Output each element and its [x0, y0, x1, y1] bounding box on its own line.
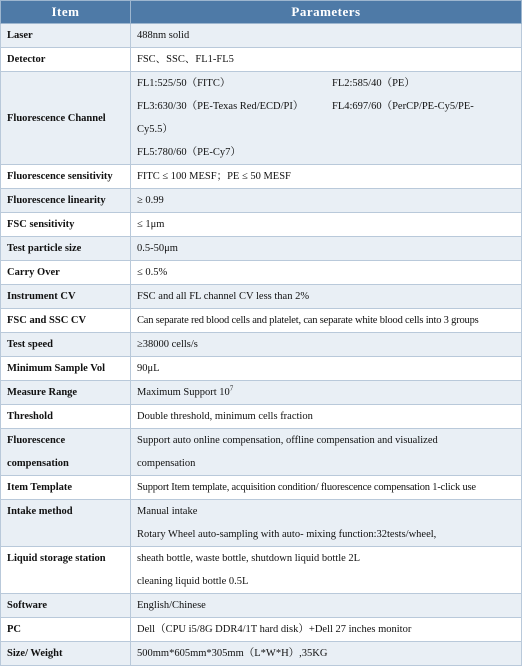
- row-value: 0.5-50μm: [131, 237, 522, 261]
- row-value: FSC and all FL channel CV less than 2%: [131, 285, 522, 309]
- row-value: 500mm*605mm*305mm（L*W*H）,35KG: [131, 642, 522, 666]
- row-item-line: compensation: [7, 458, 69, 469]
- row-value: Support Item template, acquisition condition/ fluorescence compensation 1-click use: [131, 476, 522, 500]
- table-row: [1, 642, 522, 666]
- row-value: [131, 381, 522, 405]
- row-value: FITC ≤ 100 MESF；PE ≤ 50 MESF: [131, 165, 522, 189]
- row-item: Fluorescence Channel: [1, 72, 131, 165]
- measure-range-text: Maximum Support 10: [137, 387, 230, 398]
- row-item: Measure Range: [1, 381, 131, 405]
- row-value: ≤ 1μm: [131, 213, 522, 237]
- row-value: [131, 429, 522, 476]
- row-item: Test speed: [1, 333, 131, 357]
- row-item: Size/ Weight: [1, 642, 131, 666]
- channel-fl3: FL3:630/30（PE-Texas Red/ECD/PI）: [137, 101, 304, 112]
- row-item: Minimum Sample Vol: [1, 357, 131, 381]
- row-value-line: Rotary Wheel auto-sampling with auto- mixing function:32tests/wheel,: [137, 529, 437, 540]
- table-row: [1, 547, 522, 594]
- table-row: [1, 594, 522, 618]
- row-item: FSC and SSC CV: [1, 309, 131, 333]
- table-row: [1, 72, 522, 165]
- row-value: Dell（CPU i5/8G DDR4/1T hard disk）+Dell 27 inches monitor: [131, 618, 522, 642]
- row-item: Threshold: [1, 405, 131, 429]
- row-item: Carry Over: [1, 261, 131, 285]
- row-value: ≤ 0.5%: [131, 261, 522, 285]
- channel-line: [137, 95, 521, 118]
- row-value: [131, 72, 522, 165]
- table-row: [1, 618, 522, 642]
- row-item: Fluorescence sensitivity: [1, 165, 131, 189]
- table-header-row: [1, 1, 522, 24]
- row-item: FSC sensitivity: [1, 213, 131, 237]
- channel-fl4-cont: Cy5.5）: [137, 124, 173, 135]
- table-row: [1, 213, 522, 237]
- table-row: [1, 285, 522, 309]
- row-value: FSC、SSC、FL1-FL5: [131, 48, 522, 72]
- row-item: Detector: [1, 48, 131, 72]
- table-row: [1, 357, 522, 381]
- table-row: [1, 309, 522, 333]
- row-value-line: cleaning liquid bottle 0.5L: [137, 576, 249, 587]
- row-value: [131, 547, 522, 594]
- row-item: Instrument CV: [1, 285, 131, 309]
- row-value: Double threshold, minimum cells fraction: [131, 405, 522, 429]
- row-value: 488nm solid: [131, 24, 522, 48]
- table-row: [1, 381, 522, 405]
- table-row: [1, 476, 522, 500]
- channel-fl5: FL5:780/60（PE-Cy7）: [137, 147, 241, 158]
- table-row: [1, 405, 522, 429]
- channel-fl2: FL2:585/40（PE）: [332, 78, 415, 89]
- channel-line: [137, 72, 521, 95]
- row-item: [1, 429, 131, 476]
- row-value: 90μL: [131, 357, 522, 381]
- row-item-line: Fluorescence: [7, 435, 66, 446]
- table-row: [1, 165, 522, 189]
- row-value-line: compensation: [137, 458, 196, 469]
- table-row: [1, 237, 522, 261]
- table-row: [1, 500, 522, 547]
- row-value: Can separate red blood cells and platelet, can separate white blood cells into 3 groups: [131, 309, 522, 333]
- row-value-line: Support auto online compensation, offline compensation and visualized: [137, 435, 438, 446]
- row-value-line: sheath bottle, waste bottle, shutdown liquid bottle 2L: [137, 553, 361, 564]
- table-row: [1, 261, 522, 285]
- row-item: Liquid storage station: [1, 547, 131, 594]
- row-value: ≥ 0.99: [131, 189, 522, 213]
- table-row: [1, 24, 522, 48]
- row-item: Test particle size: [1, 237, 131, 261]
- row-value: [131, 500, 522, 547]
- row-item: PC: [1, 618, 131, 642]
- row-item: Item Template: [1, 476, 131, 500]
- measure-range-exponent: 7: [229, 384, 234, 393]
- table-row: [1, 429, 522, 476]
- header-parameters: Parameters: [131, 1, 522, 24]
- table-row: [1, 333, 522, 357]
- row-item: Intake method: [1, 500, 131, 547]
- row-item: Fluorescence linearity: [1, 189, 131, 213]
- table-row: [1, 48, 522, 72]
- row-value-line: Manual intake: [137, 506, 198, 517]
- header-item: Item: [1, 1, 131, 24]
- row-item: Software: [1, 594, 131, 618]
- channel-fl4: FL4:697/60（PerCP/PE-Cy5/PE-: [332, 101, 474, 112]
- row-value: ≥38000 cells/s: [131, 333, 522, 357]
- row-item: Laser: [1, 24, 131, 48]
- row-value: English/Chinese: [131, 594, 522, 618]
- channel-fl1: FL1:525/50（FITC）: [137, 78, 231, 89]
- table-row: [1, 189, 522, 213]
